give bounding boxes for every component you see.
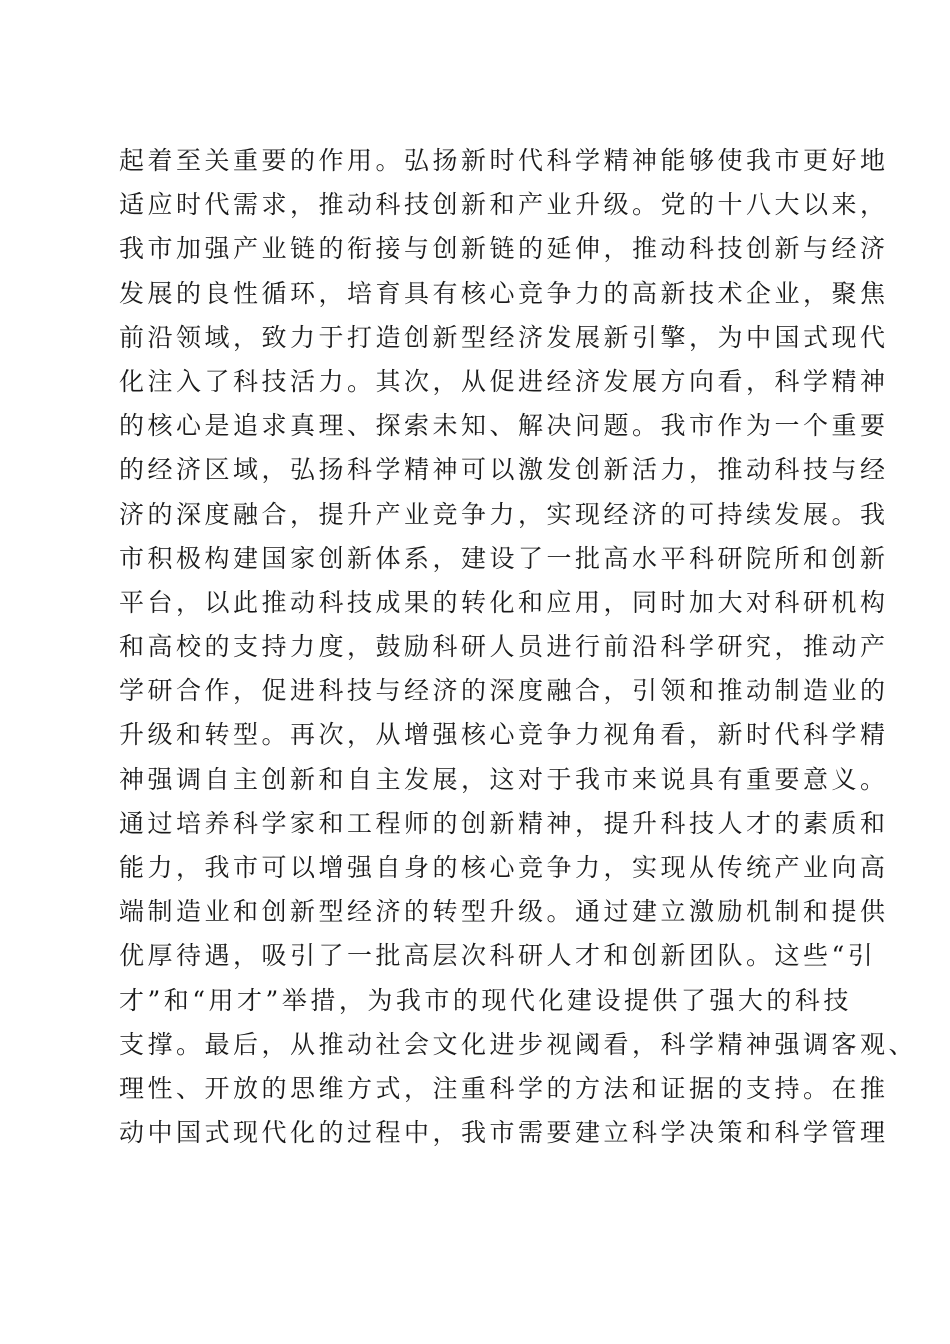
- text-line: 和高校的支持力度，鼓励科研人员进行前沿科学研究，推动产: [119, 632, 889, 662]
- text-line: 端制造业和创新型经济的转型升级。通过建立激励机制和提供: [119, 897, 889, 927]
- text-line: 支撑。最后，从推动社会文化进步视阈看，科学精神强调客观、: [119, 1029, 918, 1059]
- text-line: 能力，我市可以增强自身的核心竞争力，实现从传统产业向高: [119, 853, 889, 882]
- text-line: 动中国式现代化的过程中，我市需要建立科学决策和科学管理: [119, 1118, 889, 1148]
- text-line: 优厚待遇，吸引了一批高层次科研人才和创新团队。这些“引: [119, 941, 877, 971]
- text-line: 的核心是追求真理、探索未知、解决问题。我市作为一个重要: [119, 411, 889, 441]
- text-line: 学研合作，促进科技与经济的深度融合，引领和推动制造业的: [119, 676, 889, 706]
- text-line: 化注入了科技活力。其次，从促进经济发展方向看，科学精神: [119, 366, 889, 396]
- text-line: 适应时代需求，推动科技创新和产业升级。党的十八大以来，: [119, 190, 889, 220]
- text-line: 通过培养科学家和工程师的创新精神，提升科技人才的素质和: [119, 808, 889, 838]
- text-line: 发展的良性循环，培育具有核心竞争力的高新技术企业，聚焦: [119, 278, 889, 308]
- text-line: 我市加强产业链的衔接与创新链的延伸，推动科技创新与经济: [119, 234, 889, 264]
- text-line: 升级和转型。再次，从增强核心竞争力视角看，新时代科学精: [119, 720, 889, 750]
- text-line: 前沿领域，致力于打造创新型经济发展新引擎，为中国式现代: [119, 322, 889, 352]
- text-line: 的经济区域，弘扬科学精神可以激发创新活力，推动科技与经: [119, 455, 889, 485]
- text-line: 起着至关重要的作用。弘扬新时代科学精神能够使我市更好地: [119, 146, 889, 175]
- text-line: 市积极构建国家创新体系，建设了一批高水平科研院所和创新: [119, 543, 889, 573]
- text-line: 才”和“用才”举措，为我市的现代化建设提供了强大的科技: [119, 985, 852, 1015]
- text-line: 理性、开放的思维方式，注重科学的方法和证据的支持。在推: [119, 1073, 889, 1103]
- text-line: 平台，以此推动科技成果的转化和应用，同时加大对科研机构: [119, 587, 889, 617]
- text-line: 神强调自主创新和自主发展，这对于我市来说具有重要意义。: [119, 764, 889, 794]
- body-text: [119, 139, 918, 1155]
- text-line: 济的深度融合，提升产业竞争力，实现经济的可持续发展。我: [119, 499, 889, 529]
